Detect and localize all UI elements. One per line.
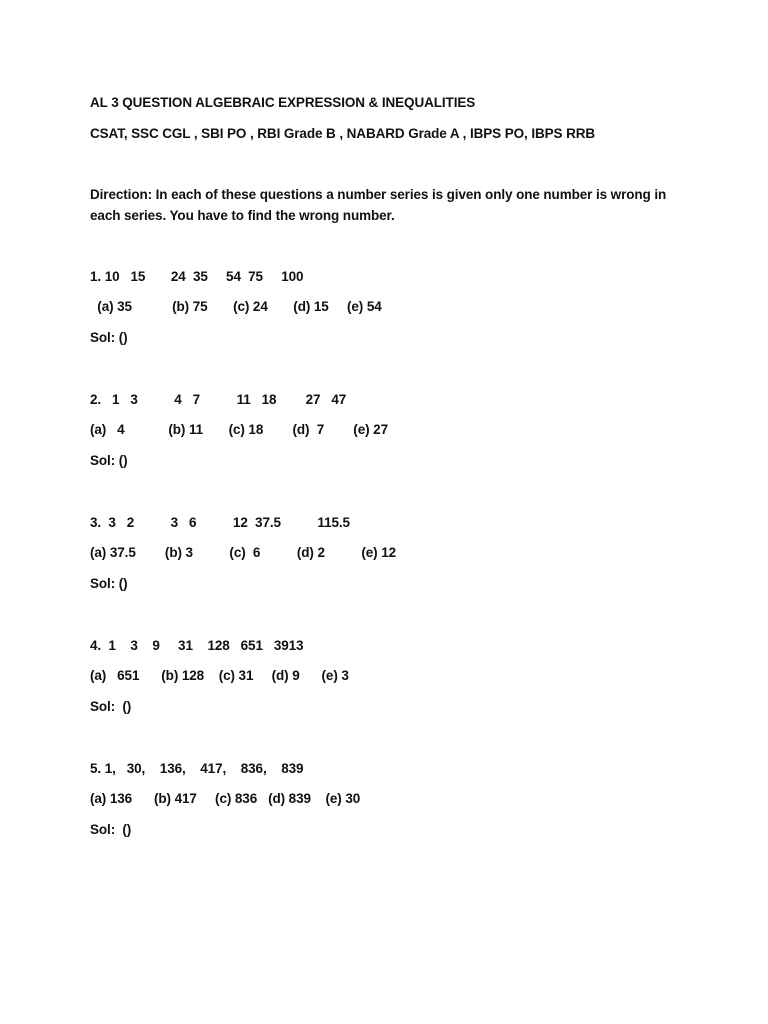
question-solution: Sol: () bbox=[90, 576, 128, 591]
question-options: (a) 35 (b) 75 (c) 24 (d) 15 (e) 54 bbox=[90, 299, 382, 314]
question-options: (a) 651 (b) 128 (c) 31 (d) 9 (e) 3 bbox=[90, 668, 349, 683]
exam-list: CSAT, SSC CGL , SBI PO , RBI Grade B , NABARD Grade A , IBPS PO, IBPS RRB bbox=[90, 126, 596, 141]
question-solution: Sol: () bbox=[90, 822, 132, 837]
question-series: 4. 1 3 9 31 128 651 3913 bbox=[90, 638, 304, 653]
document-title: AL 3 QUESTION ALGEBRAIC EXPRESSION & INEQUALITIES bbox=[90, 95, 476, 110]
question-series: 3. 3 2 3 6 12 37.5 115.5 bbox=[90, 515, 350, 530]
question-solution: Sol: () bbox=[90, 330, 128, 345]
question-series: 1. 10 15 24 35 54 75 100 bbox=[90, 269, 304, 284]
direction-text: Direction: In each of these questions a number series is given only one number is wrong in each series. You have to find the wrong number. bbox=[90, 187, 667, 223]
question-solution: Sol: () bbox=[90, 699, 132, 714]
question-options: (a) 136 (b) 417 (c) 836 (d) 839 (e) 30 bbox=[90, 791, 361, 806]
question-options: (a) 37.5 (b) 3 (c) 6 (d) 2 (e) 12 bbox=[90, 545, 397, 560]
question-solution: Sol: () bbox=[90, 453, 128, 468]
question-series: 5. 1, 30, 136, 417, 836, 839 bbox=[90, 761, 304, 776]
question-series: 2. 1 3 4 7 11 18 27 47 bbox=[90, 392, 347, 407]
question-options: (a) 4 (b) 11 (c) 18 (d) 7 (e) 27 bbox=[90, 422, 388, 437]
